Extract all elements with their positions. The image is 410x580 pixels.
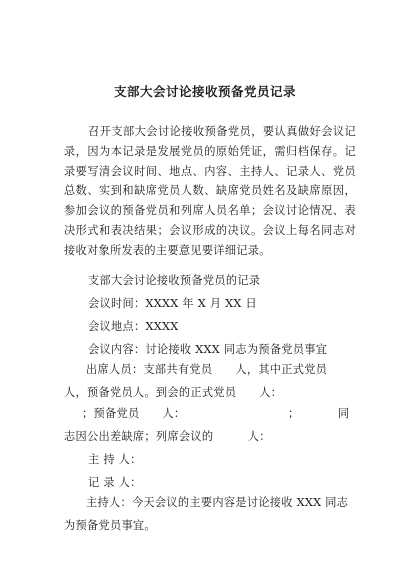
- sample-heading: 支部大会讨论接收预备党员的记录: [88, 274, 261, 287]
- attendance-absent: 志因公出差缺席；列席会议的 人：: [64, 430, 271, 443]
- attendance-paragraph: 出席人员：支部共有党员 人，其中正式党员 人，预备党员人。到会的正式党员 人：: [64, 363, 351, 399]
- recorder-label: 记 录 人：: [88, 476, 142, 489]
- meeting-place: 会议地点：XXXX: [88, 320, 179, 333]
- attendance-probationary: ；预备党员 人：: [82, 407, 186, 420]
- attendance-separator: ；: [288, 407, 300, 420]
- attendance-continued: 同: [338, 407, 350, 420]
- document-title: 支部大会讨论接收预备党员记录: [113, 84, 296, 99]
- intro-paragraph: 召开支部大会讨论接收预备党员，要认真做好会议记录，因为本记录是发展党员的原始凭证，需归档保存。记录要写清会议时间、地点、内容、主持人、记录人、党员总数、实到和缺席党员人数、缺席党员姓名及缺席原因，参加会议的预备党员和列席人员名单；会议讨论情况、表决形式和表决结果；会议形成的决议。会议上每名同志对接收对象所发表的主要意见要详细记录。: [64, 125, 356, 257]
- host-label: 主 持 人：: [88, 453, 142, 466]
- host-speech: 主持人：今天会议的主要内容是讨论接收 XXX 同志为预备党员事宜。: [64, 496, 349, 532]
- meeting-content: 会议内容：讨论接收 XXX 同志为预备党员事宜: [88, 343, 328, 356]
- meeting-time: 会议时间：XXXX 年 X 月 XX 日: [88, 297, 258, 310]
